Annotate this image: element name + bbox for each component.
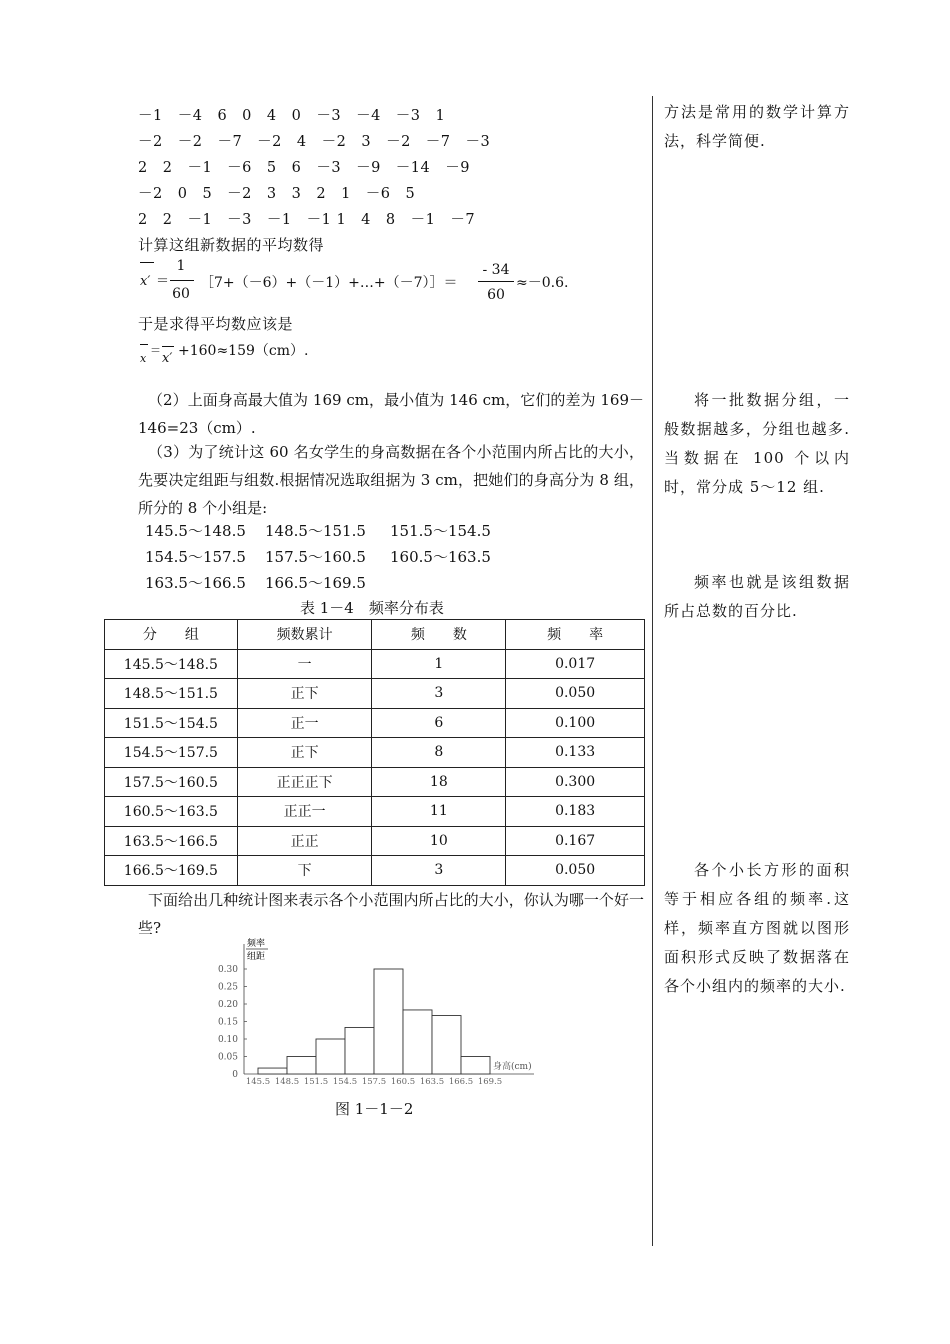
equals-sign: ＝	[150, 344, 161, 357]
x-tick-label: 157.5	[361, 1077, 387, 1086]
table-header: 分 组	[105, 620, 238, 650]
table-cell: 0.183	[506, 797, 645, 827]
x-axis-label: 身高(cm)	[493, 1062, 532, 1072]
table-cell: 10	[372, 826, 506, 856]
approx-result: ≈－0.6.	[516, 275, 569, 291]
fraction-numerator: 1	[176, 258, 186, 274]
column-divider	[652, 96, 653, 1246]
y-tick-label: 0.20	[217, 1000, 238, 1010]
table-header: 频 率	[506, 620, 645, 650]
data-row: 2 2 －1 －3 －1 －1 1 4 8 －1 －7	[138, 212, 476, 228]
x-tick-label: 160.5	[390, 1077, 416, 1086]
table-cell: 0.300	[506, 767, 645, 797]
equals-sign: ＝	[156, 274, 170, 289]
figure-caption: 图 1－1－2	[335, 1100, 414, 1118]
table-cell: 160.5～163.5	[105, 797, 238, 827]
result-intro: 于是求得平均数应该是	[138, 315, 294, 333]
table-row	[105, 708, 645, 738]
xbar-prime: x′	[162, 351, 173, 366]
histogram-bar	[403, 1010, 432, 1074]
table-caption: 表 1－4 频率分布表	[300, 599, 444, 617]
table-row	[105, 797, 645, 827]
data-row: 2 2 －1 －6 5 6 －3 －9 －14 －9	[138, 160, 470, 176]
table-cell: 0.167	[506, 826, 645, 856]
table-header: 频 数	[372, 620, 506, 650]
table-cell: 0.050	[506, 679, 645, 709]
table-cell: 0.017	[506, 649, 645, 679]
table-cell: 163.5～166.5	[105, 826, 238, 856]
paragraph-range: （2）上面身高最大值为 169 cm，最小值为 146 cm，它们的差为 169－146=23（cm）.	[138, 391, 644, 437]
group-item: 151.5～154.5	[390, 522, 491, 540]
table-cell: 166.5～169.5	[105, 856, 238, 886]
table-row	[105, 649, 645, 679]
data-row: －1 －4 6 0 4 0 －3 －4 －3 1	[138, 108, 446, 124]
side-note: 频率也就是该组数据所占总数的百分比.	[664, 573, 850, 620]
tally-cell: 正正一	[237, 797, 372, 827]
x-tick-label: 163.5	[419, 1077, 445, 1086]
paragraph-grouping: （3）为了统计这 60 名女学生的身高数据在各个小范围内所占比的大小，先要决定组距与组数.根据情况选取组据为 3 cm，把她们的身高分为 8 组，所分的 8 个小组是:	[138, 443, 644, 517]
table-cell: 6	[372, 708, 506, 738]
xbar-prime: x′	[140, 274, 151, 289]
y-tick-label: 0.25	[217, 982, 238, 993]
data-row: －2 0 5 －2 3 3 2 1 －6 5	[138, 186, 416, 202]
histogram-bar	[374, 969, 403, 1074]
data-row: －2 －2 －7 －2 4 －2 3 －2 －7 －3	[138, 134, 491, 150]
frequency-table	[104, 619, 645, 886]
group-item: 148.5～151.5	[265, 522, 366, 540]
tally-cell: 正正	[237, 826, 372, 856]
tally-cell: 正下	[237, 738, 372, 768]
x-tick-label: 145.5	[245, 1077, 271, 1086]
table-row	[105, 856, 645, 886]
paragraph-question: 下面给出几种统计图来表示各个小范围内所占比的大小，你认为哪一个好一些?	[138, 891, 644, 937]
frequency-histogram	[200, 936, 550, 1086]
histogram-bar	[258, 1068, 287, 1074]
table-cell: 0.100	[506, 708, 645, 738]
table-cell: 145.5～148.5	[105, 649, 238, 679]
table-cell: 18	[372, 767, 506, 797]
group-item: 160.5～163.5	[390, 548, 491, 566]
ylabel-top: 频率	[247, 939, 266, 949]
table-row	[105, 738, 645, 768]
table-cell: 3	[372, 679, 506, 709]
y-tick-label: 0.15	[217, 1017, 238, 1028]
table-cell: 1	[372, 649, 506, 679]
y-tick-label: 0.05	[217, 1052, 238, 1063]
tally-cell: 一	[237, 649, 372, 679]
xbar: x	[140, 352, 147, 365]
x-tick-label: 151.5	[303, 1077, 329, 1086]
group-item: 166.5～169.5	[265, 574, 366, 592]
fraction-denominator: 60	[172, 286, 190, 302]
tally-cell: 正下	[237, 679, 372, 709]
histogram-bar	[287, 1057, 316, 1075]
table-cell: 0.050	[506, 856, 645, 886]
x-tick-label: 154.5	[332, 1077, 358, 1086]
y-tick-label: 0.30	[217, 965, 238, 975]
group-item: 145.5～148.5	[145, 522, 246, 540]
table-cell: 154.5～157.5	[105, 738, 238, 768]
table-cell: 157.5～160.5	[105, 767, 238, 797]
tally-cell: 正正正下	[237, 767, 372, 797]
y-tick-label: 0.10	[217, 1035, 238, 1045]
sum-bracket: ［7+（－6）+（－1）+…+（－7）］＝	[200, 275, 458, 291]
table-header: 频数累计	[237, 620, 372, 650]
histogram-bar	[432, 1016, 461, 1074]
table-cell: 148.5～151.5	[105, 679, 238, 709]
table-cell: 11	[372, 797, 506, 827]
side-note: 将一批数据分组，一般数据越多，分组也越多.当数据在 100 个以内时，常分成 5～12 组.	[664, 391, 850, 496]
tally-cell: 正一	[237, 708, 372, 738]
histogram-bar	[316, 1039, 345, 1074]
table-cell: 151.5～154.5	[105, 708, 238, 738]
calc-intro: 计算这组新数据的平均数得	[138, 236, 325, 254]
group-item: 154.5～157.5	[145, 548, 246, 566]
table-row	[105, 767, 645, 797]
table-cell: 0.133	[506, 738, 645, 768]
x-tick-label: 169.5	[477, 1077, 503, 1086]
x-tick-label: 148.5	[274, 1077, 300, 1086]
tally-cell: 下	[237, 856, 372, 886]
fraction2-numerator: - 34	[482, 262, 510, 278]
histogram-bar	[345, 1027, 374, 1074]
side-note: 各个小长方形的面积等于相应各组的频率.这样，频率直方图就以图形面积形式反映了数据落在各个小组内的频率的大小.	[664, 861, 850, 995]
table-row	[105, 679, 645, 709]
y-tick-label: 0	[232, 1070, 238, 1080]
x-tick-label: 166.5	[448, 1077, 474, 1086]
final-result: +160≈159（cm）.	[178, 343, 309, 359]
table-cell: 3	[372, 856, 506, 886]
ylabel-bottom: 组距	[247, 952, 266, 962]
table-row	[105, 826, 645, 856]
group-item: 157.5～160.5	[265, 548, 366, 566]
histogram-bar	[461, 1057, 490, 1075]
table-header-row	[105, 620, 645, 650]
group-item: 163.5～166.5	[145, 574, 246, 592]
side-note: 方法是常用的数学计算方法，科学简便.	[664, 103, 850, 150]
fraction2-denominator: 60	[487, 287, 505, 303]
table-cell: 8	[372, 738, 506, 768]
